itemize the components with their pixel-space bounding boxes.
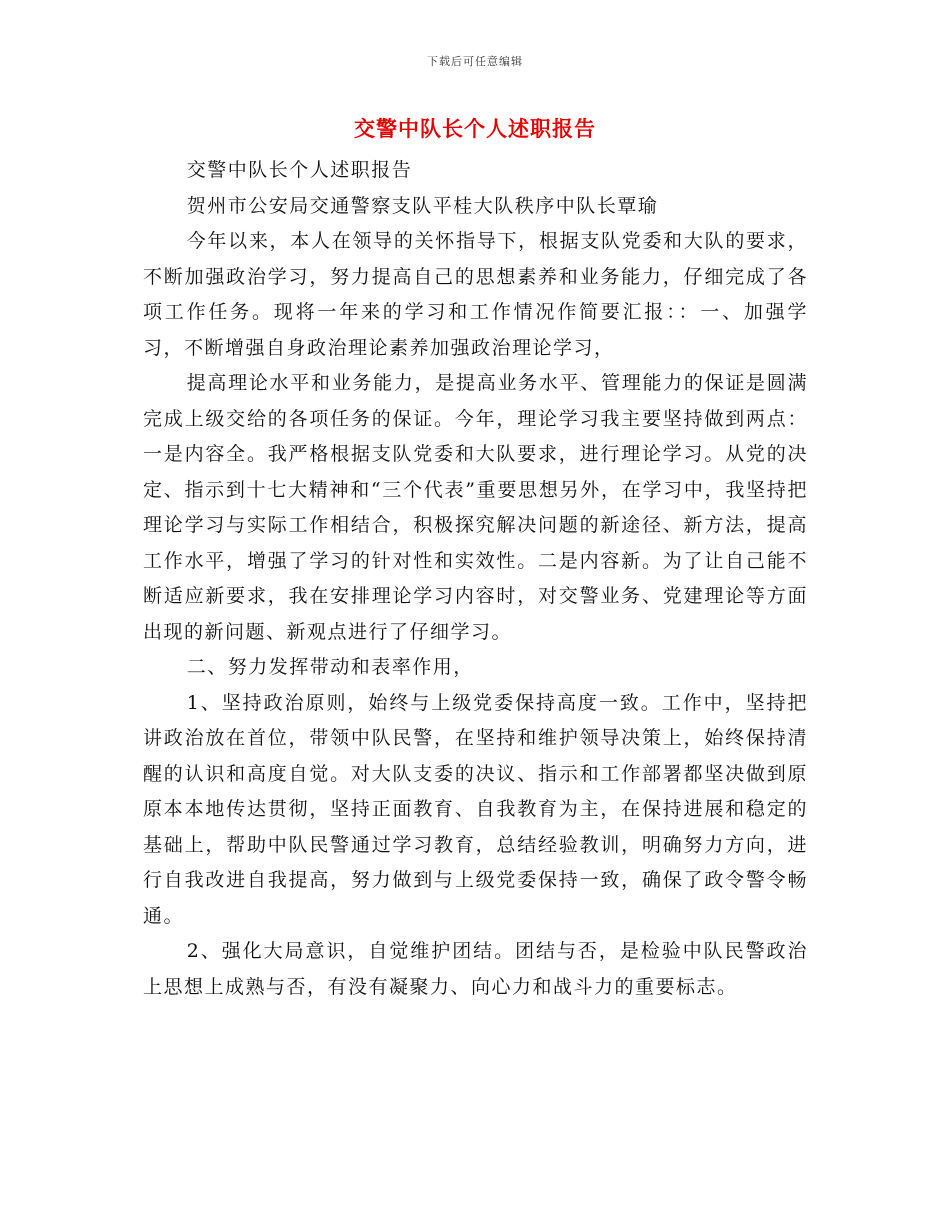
paragraph-author: 贺州市公安局交通警察支队平桂大队秩序中队长覃瑜: [186, 194, 659, 217]
paragraph-study: 提高理论水平和业务能力，是提高业务水平、管理能力的保证是圆满完成上级交给的各项任务的保证。今年，理论学习我主要坚持做到两点：一是内容全。我严格根据支队党委和大队要求，进行理论学习。从党的决定、指示到十七大精神和“三个代表”重要思想另外，在学习中，我坚持把理论学习与实际工作相结合，积极探究解决问题的新途径、新方法，提高工作水平，增强了学习的针对性和实效性。二是内容新。为了让自己能不断适应新要求，我在安排理论学习内容时，对交警业务、党建理论等方面出现的新问题、新观点进行了仔细学习。: [143, 372, 808, 643]
paragraph-subtitle: 交警中队长个人述职报告: [186, 159, 413, 181]
paragraph-section-two: 二、努力发挥带动和表率作用，: [186, 656, 474, 678]
paragraph-intro: 今年以来，本人在领导的关怀指导下，根据支队党委和大队的要求，不断加强政治学习，努力提高自己的思想素养和业务能力，仔细完成了各项工作任务。现将一年来的学习和工作情况作简要汇报：：一、加强学习，不断增强自身政治理论素养加强政治理论学习，: [143, 230, 808, 359]
document-body: [143, 153, 808, 1005]
document-title: 交警中队长个人述职报告: [354, 116, 596, 141]
paragraph-point-two: 2、强化大局意识，自觉维护团结。团结与否，是检验中队民警政治上思想上成熟与否，有没有凝聚力、向心力和战斗力的重要标志。: [143, 940, 808, 998]
paragraph-point-one: 1、坚持政治原则，始终与上级党委保持高度一致。工作中，坚持把讲政治放在首位，带领中队民警，在坚持和维护领导决策上，始终保持清醒的认识和高度自觉。对大队支委的决议、指示和工作部署都坚决做到原原本本地传达贯彻，坚持正面教育、自我教育为主，在保持进展和稳定的基础上，帮助中队民警通过学习教育，总结经验教训，明确努力方向，进行自我改进自我提高，努力做到与上级党委保持一致，确保了政令警令畅通。: [143, 691, 808, 927]
header-note: 下载后可任意编辑: [427, 55, 523, 68]
